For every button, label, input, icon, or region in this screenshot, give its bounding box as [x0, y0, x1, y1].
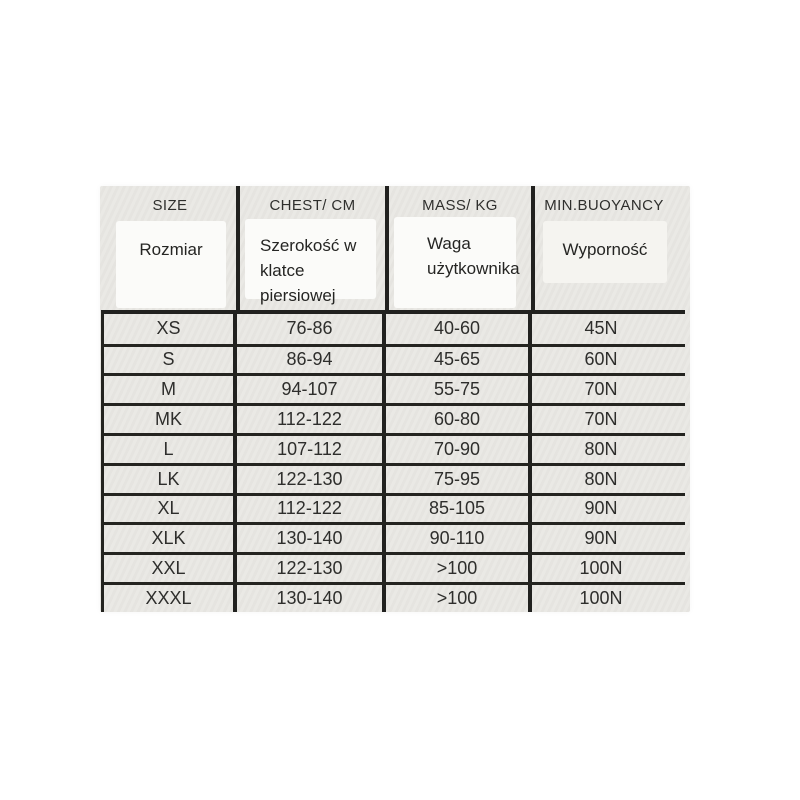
chest-cell: 107-112: [237, 436, 386, 463]
table-row: [104, 433, 685, 463]
mass-cell: 55-75: [386, 376, 532, 403]
buoyancy-cell: 60N: [584, 349, 618, 370]
column-header-chest: [240, 186, 389, 310]
chest-cell: 76-86: [237, 314, 386, 344]
mass-cell: >100: [386, 585, 532, 612]
mass-cell: 90-110: [386, 525, 532, 552]
mass-cell: 40-60: [386, 314, 532, 344]
header-chest-en: CHEST/ CM: [269, 197, 356, 214]
size-cell: XXXL: [104, 585, 237, 612]
buoyancy-cell: 70N: [584, 409, 618, 430]
chest-cell: 112-122: [237, 406, 386, 433]
header-mass-en: MASS/ KG: [422, 197, 498, 214]
table-row: [104, 493, 685, 523]
size-cell: MK: [104, 406, 237, 433]
mass-cell: 85-105: [386, 496, 532, 523]
header-chest-pl-patch: [245, 219, 376, 305]
chest-cell: 130-140: [237, 525, 386, 552]
table-body: [101, 310, 685, 612]
size-cell: M: [104, 376, 237, 403]
buoyancy-cell: 45N: [584, 318, 618, 339]
mass-cell: 70-90: [386, 436, 532, 463]
size-cell: LK: [104, 466, 237, 493]
chest-cell: 130-140: [237, 585, 386, 612]
table-row: [104, 582, 685, 612]
buoyancy-cell: 80N: [584, 468, 618, 489]
chest-cell: 122-130: [237, 555, 386, 582]
header-mass-pl: Waga użytkownika: [427, 234, 520, 278]
mass-cell: >100: [386, 555, 532, 582]
size-cell: XLK: [104, 525, 237, 552]
size-chart-scan: [100, 186, 690, 612]
size-chart-table: [101, 186, 685, 612]
size-cell: XL: [104, 496, 237, 523]
table-row: [104, 344, 685, 374]
size-cell: S: [104, 347, 237, 374]
buoyancy-cell: 90N: [584, 528, 618, 549]
size-cell: XS: [104, 314, 237, 344]
buoyancy-cell: 70N: [584, 379, 618, 400]
table-row: [104, 403, 685, 433]
header-size-en: SIZE: [152, 197, 188, 214]
header-size-pl-patch: [116, 221, 226, 308]
mass-cell: 45-65: [386, 347, 532, 374]
chest-cell: 122-130: [237, 466, 386, 493]
table-row: [104, 314, 685, 344]
buoyancy-cell: 80N: [584, 438, 618, 459]
buoyancy-cell: 100N: [579, 558, 623, 579]
table-header-row: [104, 186, 685, 310]
column-header-buoyancy: [535, 186, 673, 310]
column-header-size: [104, 186, 240, 310]
chest-cell: 94-107: [237, 376, 386, 403]
table-row: [104, 522, 685, 552]
header-buoyancy-pl-patch: [543, 221, 667, 283]
size-cell: XXL: [104, 555, 237, 582]
buoyancy-cell: 90N: [584, 498, 618, 519]
chest-cell: 86-94: [237, 347, 386, 374]
size-cell: L: [104, 436, 237, 463]
header-chest-pl: Szerokość w klatce piersiowej: [260, 236, 357, 305]
chest-cell: 112-122: [237, 496, 386, 523]
header-buoyancy-en: MIN.BUOYANCY: [544, 197, 664, 214]
table-row: [104, 373, 685, 403]
buoyancy-cell: 100N: [579, 587, 623, 608]
table-row: [104, 552, 685, 582]
header-buoyancy-pl: Wyporność: [562, 240, 648, 259]
mass-cell: 60-80: [386, 406, 532, 433]
column-header-mass: [389, 186, 535, 310]
mass-cell: 75-95: [386, 466, 532, 493]
table-row: [104, 463, 685, 493]
header-size-pl: Rozmiar: [139, 240, 203, 259]
header-mass-pl-patch: [394, 217, 520, 308]
